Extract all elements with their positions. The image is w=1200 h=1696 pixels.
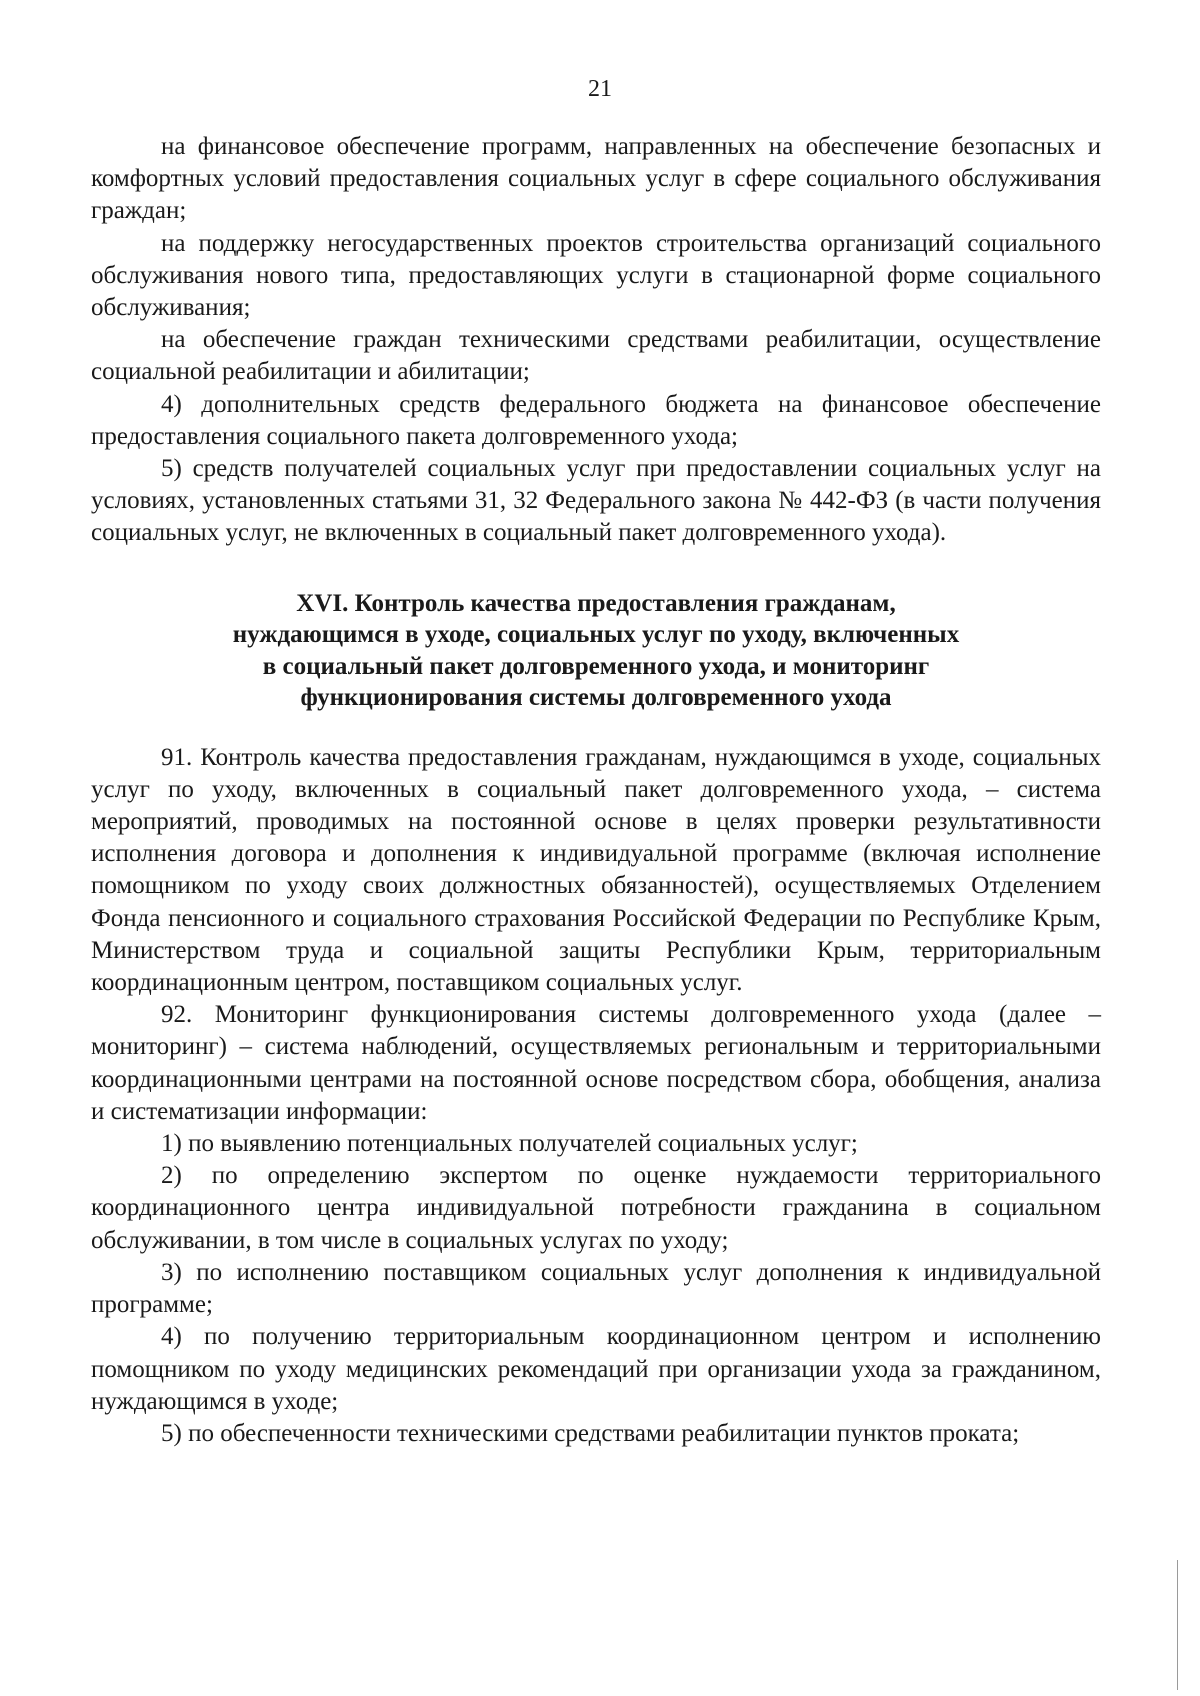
list-item: 2) по определению экспертом по оценке нуждаемости территориального координационного центра индивидуальной потребности гражданина в социальном обслуживании, в том числе в социальных услугах по уходу;	[91, 1162, 1101, 1254]
list-item: 4) по получению территориальным координационном центром и исполнению помощником по уходу медицинских рекомендаций при организации ухода за гражданином, нуждающимся в уходе;	[91, 1323, 1101, 1415]
page-number: 21	[588, 76, 612, 102]
paragraph: на финансовое обеспечение программ, направленных на обеспечение безопасных и комфортных условий предоставления социальных услуг в сфере социального обслуживания граждан;	[91, 133, 1101, 225]
section-heading-line: в социальный пакет долговременного ухода, и мониторинг	[262, 652, 930, 680]
paragraph: на поддержку негосударственных проектов строительства организаций социального обслуживания нового типа, предоставляющих услуги в стационарной форме социального обслуживания;	[91, 229, 1101, 322]
paragraph: 4) дополнительных средств федерального бюджета на финансовое обеспечение предоставления социального пакета долговременного ухода;	[91, 390, 1101, 450]
scan-edge-mark	[1177, 1560, 1178, 1690]
section-heading-line: XVI. Контроль качества предоставления гражданам,	[296, 589, 896, 617]
paragraph-91: 91. Контроль качества предоставления гражданам, нуждающимся в уходе, социальных услуг по уходу, включенных в социальный пакет долговременного ухода, – система мероприятий, проводимых на постоянной основе в целях проверки результативности исполнения договора и дополнения к индивидуальной программе (включая исполнение помощником по уходу своих должностных обязанностей), осуществляемых Отделением Фонда пенсионного и социального страхования Российской Федерации по Республике Крым, Министерством труда и социальной защиты Республики Крым, территориальным координационным центром, поставщиком социальных услуг.	[91, 743, 1101, 997]
section-heading	[91, 588, 1101, 714]
paragraph: на обеспечение граждан техническими средствами реабилитации, осуществление социальной реабилитации и абилитации;	[91, 326, 1101, 386]
paragraph-92: 92. Мониторинг функционирования системы долговременного ухода (далее – мониторинг) – система наблюдений, осуществляемых региональным и территориальными координационными центрами на постоянной основе посредством сбора, обобщения, анализа и систематизации информации:	[91, 1001, 1101, 1125]
paragraph: 5) средств получателей социальных услуг при предоставлении социальных услуг на условиях, установленных статьями 31, 32 Федерального закона № 442-ФЗ (в части получения социальных услуг, не включенных в социальный пакет долговременного ухода).	[91, 455, 1101, 547]
section-heading-line: нуждающимся в уходе, социальных услуг по уходу, включенных	[232, 621, 960, 649]
list-item: 3) по исполнению поставщиком социальных услуг дополнения к индивидуальной программе;	[91, 1258, 1101, 1319]
list-item: 5) по обеспеченности техническими средствами реабилитации пунктов проката;	[161, 1419, 1020, 1447]
page-content	[91, 131, 1101, 1450]
list-item: 1) по выявлению потенциальных получателей социальных услуг;	[161, 1130, 858, 1158]
section-heading-line: функционирования системы долговременного ухода	[300, 684, 892, 712]
